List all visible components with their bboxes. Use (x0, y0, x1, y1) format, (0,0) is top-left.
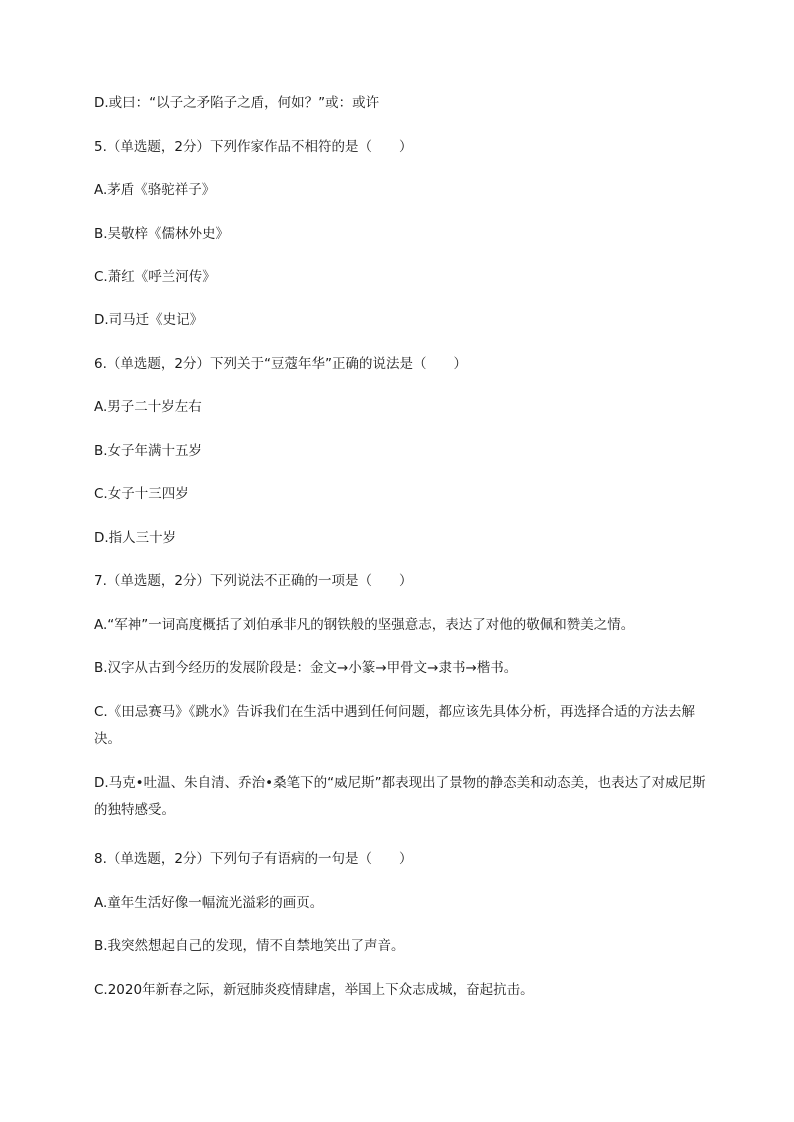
q6-option-a: A.男子二十岁左右 (94, 399, 202, 415)
q6-stem: 6.（单选题，2分）下列关于“豆蔻年华”正确的说法是（ ） (94, 356, 467, 372)
q6-option-b: B.女子年满十五岁 (94, 443, 203, 459)
q8-option-c: C.2020年新春之际，新冠肺炎疫情肆虐，举国上下众志成城，奋起抗击。 (94, 982, 534, 998)
q5-stem: 5.（单选题，2分）下列作家作品不相符的是（ ） (94, 139, 413, 155)
q6-option-d: D.指人三十岁 (94, 530, 177, 546)
q7-option-d: D.马克•吐温、朱自清、乔治•桑笔下的“威尼斯”都表现出了景物的静态美和动态美，也表达了对威尼斯的独特感受。 (94, 775, 706, 818)
q5-option-c: C.萧红《呼兰河传》 (94, 269, 216, 285)
q7-option-a: A.“军神”一词高度概括了刘伯承非凡的钢铁般的坚强意志，表达了对他的敬佩和赞美之情。 (94, 617, 635, 633)
q4-option-d: D.或曰：“以子之矛陷子之盾，何如？”或：或许 (94, 95, 380, 111)
q7-option-c: C.《田忌赛马》《跳水》告诉我们在生活中遇到任何问题，都应该先具体分析，再选择合适的方法去解决。 (94, 704, 695, 747)
q7-stem: 7.（单选题，2分）下列说法不正确的一项是（ ） (94, 573, 413, 589)
q5-option-a: A.茅盾《骆驼祥子》 (94, 182, 216, 198)
q8-stem: 8.（单选题，2分）下列句子有语病的一句是（ ） (94, 851, 413, 867)
q7-option-b: B.汉字从古到今经历的发展阶段是：金文→小篆→甲骨文→隶书→楷书。 (94, 660, 518, 676)
q5-option-b: B.吴敬梓《儒林外史》 (94, 226, 230, 242)
q8-option-a: A.童年生活好像一幅流光溢彩的画页。 (94, 895, 324, 911)
q6-option-c: C.女子十三四岁 (94, 486, 189, 502)
q5-option-d: D.司马迁《史记》 (94, 312, 204, 328)
q8-option-b: B.我突然想起自己的发现，情不自禁地笑出了声音。 (94, 938, 405, 954)
